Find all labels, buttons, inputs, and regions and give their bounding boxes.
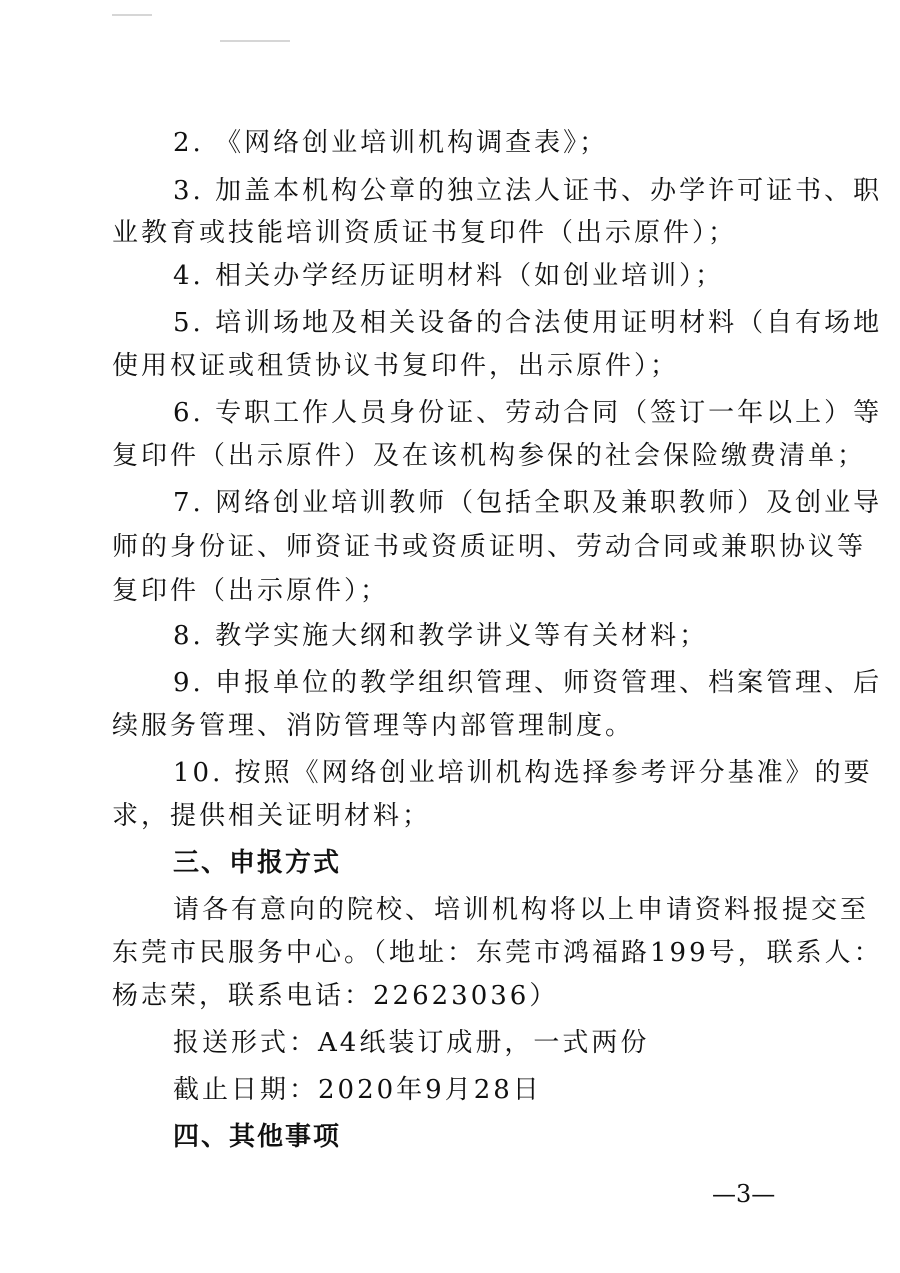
- item-7-line-3: 复印件（出示原件）；: [112, 576, 390, 606]
- item-4-line: 4. 相关办学经历证明材料（如创业培训）；: [173, 261, 725, 291]
- submission-line-3: 杨志荣，联系电话：22623036）: [112, 981, 559, 1011]
- item-3-line-2: 业教育或技能培训资质证书复印件（出示原件）；: [112, 218, 738, 248]
- submission-line-1: 请各有意向的院校、培训机构将以上申请资料报提交至: [173, 895, 870, 925]
- submission-format-line: 报送形式：A4纸装订成册，一式两份: [173, 1028, 650, 1058]
- item-3-line-1: 3. 加盖本机构公章的独立法人证书、办学许可证书、职: [173, 176, 883, 206]
- item-2-line: 2. 《网络创业培训机构调查表》；: [173, 128, 609, 158]
- item-6-line-1: 6. 专职工作人员身份证、劳动合同（签订一年以上）等: [173, 398, 883, 428]
- item-8-line: 8. 教学实施大纲和教学讲义等有关材料；: [173, 621, 709, 651]
- section-heading-other-matters: 四、其他事项: [173, 1122, 342, 1152]
- item-10-line-2: 求，提供相关证明材料；: [112, 801, 432, 831]
- item-7-line-2: 师的身份证、师资证书或资质证明、劳动合同或兼职协议等: [112, 532, 867, 562]
- scan-artifact: [112, 14, 152, 16]
- section-heading-submission: 三、申报方式: [173, 848, 342, 878]
- item-5-line-2: 使用权证或租赁协议书复印件，出示原件）；: [112, 351, 680, 381]
- item-7-line-1: 7. 网络创业培训教师（包括全职及兼职教师）及创业导: [173, 488, 883, 518]
- item-6-line-2: 复印件（出示原件）及在该机构参保的社会保险缴费清单；: [112, 441, 867, 471]
- item-9-line-2: 续服务管理、消防管理等内部管理制度。: [112, 711, 635, 741]
- item-9-line-1: 9. 申报单位的教学组织管理、师资管理、档案管理、后: [173, 668, 883, 698]
- page-number: —3—: [712, 1180, 776, 1208]
- item-10-line-1: 10. 按照《网络创业培训机构选择参考评分基准》的要: [173, 758, 873, 788]
- submission-line-2: 东莞市民服务中心。（地址：东莞市鸿福路199号，联系人：: [112, 938, 883, 968]
- item-5-line-1: 5. 培训场地及相关设备的合法使用证明材料（自有场地: [173, 308, 883, 338]
- scan-artifact: [220, 40, 290, 42]
- deadline-line: 截止日期：2020年9月28日: [173, 1075, 542, 1105]
